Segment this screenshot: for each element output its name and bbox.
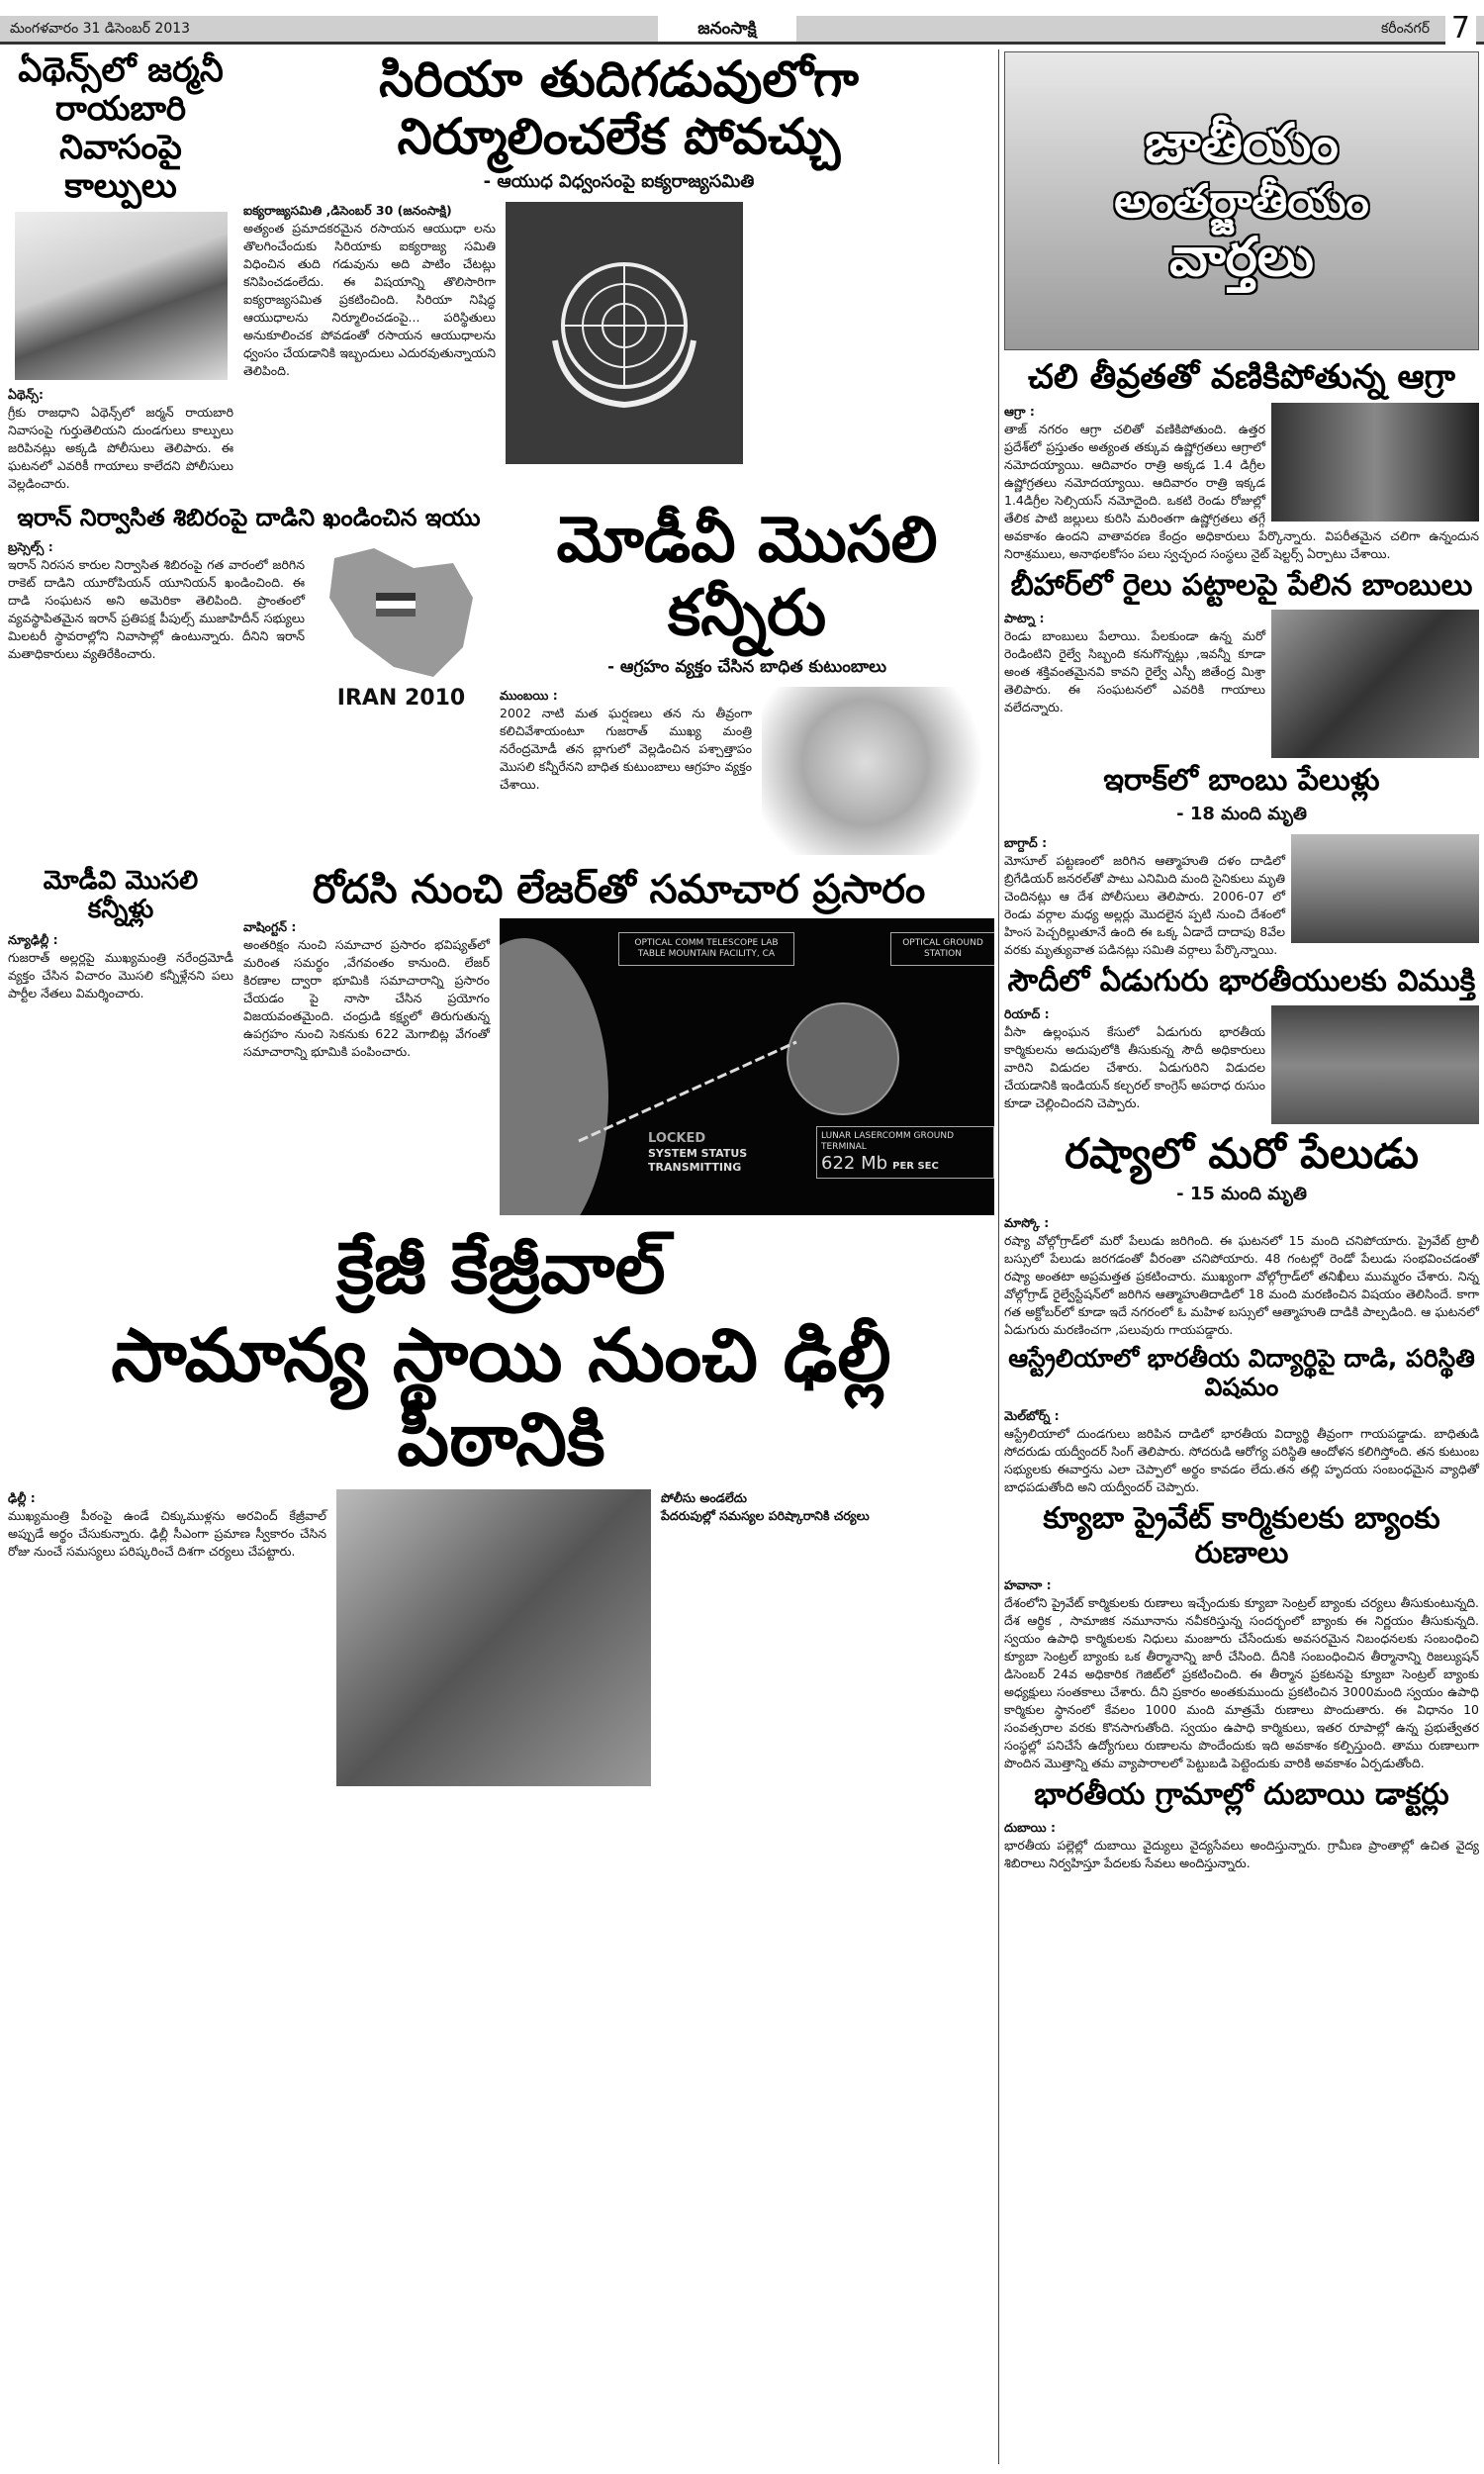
kejriwal-text: ముఖ్యమంత్రి పీఠంపై ఉండే చిక్కుముళ్లను అరవింద్ కేజ్రీవాల్ అప్పుడే అర్థం చేసుకున్నారు. ఢిల్లీ సీఎంగా ప్రమాణ స్వీకారం చేసిన రోజు నుంచే సమస్యలు పరిష్కరించే దిశగా చర్యలు చేపట్టారు. [8,1507,326,1559]
kejriwal-body-continued [661,1489,994,1525]
laser-communication-image [500,918,994,1215]
banner-international: అంతర్జాతీయం [1114,173,1369,228]
iran-body [8,538,305,663]
cuba-article [1004,1502,1479,1772]
un-emblem-photo [506,202,743,464]
edition-city: కరీంనగర్ [1381,21,1430,37]
cuba-body [1004,1576,1479,1772]
iraq-dateline: బాగ్దాద్ : [1004,835,1048,851]
cuba-text: దేశంలోని ప్రైవేట్ కార్మికులకు రుణాలు ఇచ్చేందుకు క్యూబా సెంట్రల్ బ్యాంకు చర్యలు తీసుకుంటున్నది. దేశ ఆర్థిక , సామాజిక నమూనాను నవీకరిస్తున్న సందర్భంలో బ్యాంకు ఈ నిర్ణయం తీసుకున్నది. స్వయం ఉపాధి కార్మికులకు నిధులు మంజూరు చేసేందుకు అవసరమైన నిబంధనలకు సంబంధించి క్యూబా సెంట్రల్ బ్యాంకు ఒక తీర్మానాన్ని జారీ చేసింది. దీనికి సంబంధించిన తీర్మానాన్ని రిజల్యుషన్ డిసెంబర్ 24వ అధికారిక గెజిట్‌లో ప్రకటించింది. ఈ తీర్మాన ప్రకటనపై క్యూబా సెంట్రల్ బ్యాంకు అధ్యక్షులు సంతకాలు చేశారు. దీని ప్రకారం అంతకుముందు ప్రకటించిన 3000మంది స్వయం ఉపాధి కార్మికుల స్థానంలో కేవలం 1000 మంది మాత్రమే రుణాలు పొందుతారు. ఈ విధానం 10 సంవత్సరాల వరకు కొనసాగుతోంది. స్వయం ఉపాధి కార్మికులు, ఇతర రూపాల్లో ఉన్న ప్రభుత్వేతర సంస్థల్లో పనిచేసే ఉద్యోగులు రుణాలను పొందేందుకు ఇది అవకాశం కల్పిస్తుంది. తాము రుణాలుగా పొందిన మొత్తాన్ని తమ వ్యాపారాలలో పెట్టుబడి పెట్టెందుకు వారికి అవకాశం ఏర్పడుతోంది. [1004,1595,1479,1771]
athens-text: గ్రీకు రాజధాని ఏథెన్స్‌లో జర్మన్ రాయబారి నివాసంపై గుర్తుతెలియని దుండగులు కాల్పులు జరిపినట్లు అక్కడి పోలీసులు తెలిపారు. ఈ ఘటనలో ఎవరికీ గాయాలు కాలేదని పోలీసులు వెల్లడించారు. [8,405,233,492]
iraq-body [1004,834,1479,959]
syria-text: అత్యంత ప్రమాదకరమైన రసాయన ఆయుధా లను తొలగించేందుకు సిరియాకు ఐక్యరాజ్య సమితి విధించిన తుది గడువును అది పాటిం చేటట్లు కనిపించడంలేదు. ఈ విషయాన్ని తొలిసారిగా ఐక్యరాజ్యసమిత ప్రకటించింది. సిరియా నిషిద్ధ ఆయుధాలను నిర్మూలించడంపై... పరిస్థితులు అనుకూలించక పోవడంతో రసాయన ఆయుధాలను ధ్వంసం చేయడానికి ఇబ్బందులు ఎదురవుతున్నాయని తెలిపింది. [243,221,496,378]
saudi-body [1004,1005,1479,1124]
newspaper-logo: జనంసాక్షి [658,16,796,42]
banner-national: జాతీయం [1145,112,1339,175]
agra-body [1004,403,1479,563]
syria-article [243,51,994,464]
iran-map-icon [315,538,488,682]
villages-text: భారతీయ పల్లెల్లో దుబాయి వైద్యులు వైద్యసేవలు అందిస్తున్నారు. గ్రామీణ ప్రాంతాల్లో ఉచిత వైద్య శిబిరాలు నిర్వహిస్తూ పేదలకు సేవలు అందిస్తున్నారు. [1004,1837,1479,1870]
agra-text: తాజ్ నగరం ఆగ్రా చలితో వణికిపోతుంది. ఉత్తర ప్రదేశ్‌లో ప్రస్తుతం అత్యంత తక్కువ ఉష్ణోగ్రతలు ఆగ్రాలో నమోదయ్యాయి. ఆదివారం రాత్రి అక్కడ 1.4 డిగ్రీల ఉష్ణోగ్రతలు నమోదయ్యాయి. ఆదివారం రాత్రి ఇక్కడ 1.4డిగ్రీల సెల్సియస్ నమోదైంది. ఒకటి రెండు రోజుల్లో తేలిక పాటి జల్లులు కురిసి మరింతగా ఉష్ణోగ్రతలు తగ్గే అవకాశం ఉందని వాతావరణ కేంద్రం అధికారులు పేర్కొన్నారు. విపరీతమైన చలిగా ఉన్నందున నిరాశ్రములు, అనాథలకోసం పలు స్వచ్ఛంద సంస్థలు నైట్ షెల్టర్స్ ఏర్పాటు చేశాయి. [1004,422,1479,562]
page-header [0,11,1484,46]
modi-tears-text: గుజరాత్ అల్లర్లపై ముఖ్యమంత్రి నరేంద్రమోడీ వ్యక్తం చేసిన విచారం మొసలి కన్నీళ్లేనని పలు పార్టీల నేతలు విమర్శించారు. [8,950,233,1001]
iran-dateline: బ్రస్సెల్స్ : [8,538,53,554]
kejriwal-photo [336,1489,651,1786]
modi-body [500,687,752,794]
villages-article [1004,1778,1479,1872]
agra-dateline: ఆగ్రా : [1004,404,1035,420]
iran-text: ఇరాన్ నిరసన కారుల నిర్వాసిత శిబిరంపై గత వారంలో జరిగిన రాకెట్ దాడిని యూరోపియన్ యూనియన్ ఖండించింది. ఈ దాడి సంఘటన అని అమెరికా తెలిపింది. ప్రాంతంలో వ్యవస్థాపితమైన ఇరాన్ ప్రతిపక్ష పీపుల్స్ ముజాహిదీన్ సభ్యులు మిలటరీ స్థావరాల్లోని నివాసాల్లో ఉంటున్నారు. దీనిని ఇరాన్ మతాధికారులు వ్యతిరేకించారు. [8,556,305,661]
label-ground-terminal: LUNAR LASERCOMM GROUND TERMINAL [821,1130,955,1152]
australia-headline: ఆస్ట్రేలియాలో భారతీయ విద్యార్థిపై దాడి, పరిస్థితి విషమం [1008,1343,1475,1401]
syria-headline: సిరియా తుదిగడువులోగా నిర్మూలించలేక పోవచ్చు [379,50,859,165]
bihar-body [1004,610,1479,758]
laser-text: అంతరిక్షం నుంచి సమాచార ప్రసారం భవిష్యత్‌లో మరింత సమర్థం ,వేగవంతం కానుంది. లేజర్ కిరణాల ద్వారా భూమికి సమాచారాన్ని ప్రసారం చేయడం పై నాసా చేసిన ప్రయోగం విజయవంతమైంది. చంద్రుడి కక్ష్యలో తిరుగుతున్న ఉపగ్రహం నుంచి సెకనుకు 622 మెగాబిట్ల వేగంతో సమాచారాన్ని భూమికి పంపించారు. [243,936,490,1059]
saudi-text: వీసా ఉల్లంఘన కేసులో ఏడుగురు భారతీయ కార్మికులను అదుపులోకి తీసుకున్న సౌదీ అధికారులు వారిని విడుదల చేశారు. ఏడుగురిని విడుదల చేయడానికి ఇండియన్ కల్చరల్ కాంగ్రెస్ అపరాధ రుసుం కూడా చెల్లించిందని చెప్పారు. [1004,1023,1265,1110]
athens-article [8,51,233,493]
right-news-column [1004,51,1479,1878]
column-divider [998,49,999,2464]
iraq-blast-photo [1291,834,1479,943]
label-locked: LOCKED [648,1130,706,1146]
kejriwal-section-heading-2: పేదరుపుల్లో సమస్యల పరిష్కారానికి చర్యలు [661,1507,870,1523]
modi-text: 2002 నాటి మత ఘర్షణలు తన ను తీవ్రంగా కలిచివేశాయంటూ గుజరాత్ ముఖ్య మంత్రి నరేంద్రమోడీ తన బ్లాగులో వెల్లడించిన పశ్చాత్తాపం మొసలి కన్నీరేనని బాధిత కుటుంబాలు ఆగ్రహం వ్యక్తం చేశాయి. [500,705,752,792]
modi-subhead: - ఆగ్రహం వ్యక్తం చేసిన బాధిత కుటుంబాలు [606,656,887,677]
kejriwal-subheadline: సామాన్య స్థాయి నుంచి ఢిల్లీ పీఠానికి [111,1313,891,1483]
modi-tears-article [8,867,233,1003]
athens-body [8,386,233,493]
iraq-subhead: - 18 మంది మృతి [1176,804,1307,825]
australia-body [1004,1407,1479,1496]
main-news-area [8,51,994,1798]
label-table-mountain: TABLE MOUNTAIN FACILITY, CA [637,948,776,959]
kejriwal-body [8,1489,326,1561]
villages-headline: భారతీయ గ్రామాల్లో దుబాయి డాక్టర్లు [1034,1777,1449,1813]
page-number: 7 [1445,12,1476,46]
iran-article [8,505,490,711]
cuba-dateline: హవానా : [1004,1577,1052,1593]
modi-headline: మోడీవీ మొసలి కన్నీరు [556,504,938,650]
australia-dateline: మెల్‌బోర్న్ : [1004,1408,1060,1424]
kejriwal-section-heading: పోలీసు అండలేదు [661,1489,747,1505]
banner-news: వార్తలు [1169,226,1314,289]
saudi-workers-photo [1271,1005,1479,1124]
bihar-article [1004,569,1479,758]
bihar-dateline: పాట్నా : [1004,610,1045,625]
label-system-status: SYSTEM STATUS [648,1146,748,1160]
saudi-dateline: రియాద్ : [1004,1005,1050,1021]
news-section-banner [1004,51,1479,350]
australia-text: ఆస్ట్రేలియాలో దుండగులు జరిపిన దాడిలో భారతీయ విద్యార్థి తీవ్రంగా గాయపడ్డాడు. బాధితుడి సోదరుడు యద్వీందర్ సింగ్ తెలిపారు. సోదరుడి ఆరోగ్య పరిస్థితి ఆందోళన కలిగిస్తోంది. తన కుటుంబ సభ్యులకు ఈవార్తను ఎలా చెప్పాలో అర్థం కావడం లేదు.తన తల్లి హృదయ సంబంధమైన వ్యాధితో బాధపడుతోంది అని యద్వీందర్ చెప్పారు. [1004,1426,1479,1495]
data-rate-value: 622 Mb [821,1152,888,1174]
villages-body [1004,1819,1479,1872]
villages-dateline: దుబాయి : [1004,1819,1056,1835]
iran-map [315,538,488,711]
issue-date: మంగళవారం 31 డిసెంబర్ 2013 [10,21,191,37]
label-telescope-lab: OPTICAL COMM TELESCOPE LAB [634,937,779,948]
bihar-train-photo [1271,610,1479,758]
laser-dateline: వాషింగ్టన్ : [243,918,297,934]
syria-dateline: ఐక్యరాజ్యసమితి ,డిసెంబర్ 30 (జనంసాక్షి) [243,203,452,218]
bihar-headline: బీహార్‌లో రైలు పట్టాలపై పేలిన బాంబులు [1010,568,1473,604]
bihar-text: రెండు బాంబులు పేలాయి. పేలకుండా ఉన్న మరో రెండింటిని రైల్వే సిబ్బంది కనుగొన్నట్లు ,ఇవన్నీ కూడా అంత శక్తివంతమైనవి కావని రైల్వే ఎస్పీ జితేంద్ర మిశ్రా తెలిపారు. ఈ సంఘటనలో ఎవరికి గాయాలు వలేదన్నారు. [1004,627,1265,714]
cuba-headline: క్యూబా ప్రైవేట్ కార్మికులకు బ్యాంకు రుణాలు [1043,1501,1440,1570]
laser-article [243,867,994,1215]
russia-headline: రష్యాలో మరో పేలుడు [1065,1128,1419,1178]
syria-body-continued [753,202,994,212]
russia-article [1004,1130,1479,1339]
agra-headline: చలి తీవ్రతతో వణికిపోతున్న ఆగ్రా [1028,357,1455,397]
iran-map-label: IRAN 2010 [336,685,466,711]
data-rate-unit: PER SEC [892,1160,939,1172]
russia-dateline: మాస్కో : [1004,1214,1050,1230]
iraq-headline: ఇరాక్‌లో బాంబు పేలుళ్లు [1103,762,1380,798]
kejriwal-dateline: ఢిల్లీ : [8,1489,36,1505]
russia-text: రష్యా వోల్గోగ్రాడ్‌లో మరో పేలుడు జరిగింది. ఈ ఘటనలో 15 మంది చనిపోయారు. ప్రైవేట్ ట్రాలీ బస్సులో పేలుడు జరగడంతో వీరంతా చనిపోయారు. 48 గంటల్లో రెండో పేలుడు సంభవించడంతో రష్యా అంతటా అప్రమత్తత ప్రకటించారు. ముఖ్యంగా వోల్గోగ్రాడ్‌లో తనిఖీలు ముమ్మరం చేశారు. నిన్న వోల్గోగ్రాడ్ రైల్వేస్టేషన్‌లో జరిగిన ఆత్మాహుతిదాడిలో 18 మంది మరణించిన విషయం తెలిసిందే. కాగా గత అక్టోబర్‌లో కూడా ఇదే నగరంలో ఓ మహిళ బస్సులో ఆత్మాహుతి దాడికి పాల్పడింది. ఆ ఘటనలో ఏడుగురు మరణించగా ,పలువురు గాయపడ్డారు. [1004,1232,1479,1337]
saudi-headline: సౌదీలో ఏడుగురు భారతీయులకు విముక్తి [1007,964,1476,999]
iraq-article [1004,764,1479,960]
modi-dateline: ముంబయి : [500,687,558,703]
syria-body [243,202,496,380]
modi-article [500,505,994,854]
athens-headline: ఏథెన్స్‌లో జర్మనీ రాయబారి నివాసంపై కాల్పులు [18,50,224,207]
gunman-photo [15,212,228,380]
modi-photo [762,687,991,855]
laser-body [243,918,490,1061]
australia-article [1004,1345,1479,1497]
modi-tears-body [8,931,233,1002]
un-emblem-icon [506,202,743,464]
russia-body [1004,1214,1479,1339]
saudi-article [1004,965,1479,1124]
kejriwal-headline: క్రేజీ కేజ్రీవాల్ [336,1225,666,1309]
athens-dateline: ఏథెన్స్: [8,387,44,403]
label-ground-station: OPTICAL GROUND STATION [890,932,994,966]
modi-tears-dateline: న్యూఢిల్లీ : [8,932,58,948]
iraq-text: మోసూల్ పట్టణంలో జరిగిన ఆత్మాహుతి దళం దాడిలో బ్రిగేడియర్ జనరల్‌తో పాటు ఎనిమిది మంది సైనికులు మృతి చెందినట్లు ఆ దేశ పోలీసులు తెలిపారు. 2006-07 లో రెండు వర్గాల మధ్య అల్లర్లు మొదలైన ప్పటి నుంచి దేశంలో హింస పెచ్చరిల్లుతూనే ఉంది ఈ ఒక్క ఏడాదే దాదాపు 8వేల వరకు మృత్యువాత పడినట్లు సమితి వర్గాలు పేర్కొన్నాయి. [1004,853,1285,958]
agra-bonfire-photo [1271,403,1479,522]
iran-headline: ఇరాన్ నిర్వాసిత శిబిరంపై దాడిని ఖండించిన ఇయు [17,504,481,532]
syria-subhead: - ఆయుధ విధ్వంసంపై ఐక్యరాజ్యసమితి [483,171,755,192]
modi-tears-headline: మోడీవి మొసలి కన్నీళ్లు [43,865,199,925]
russia-subhead: - 15 మంది మృతి [1176,1183,1307,1204]
label-transmitting: TRANSMITTING [648,1160,742,1174]
laser-headline: రోదసి నుంచి లేజర్‌తో సమాచార ప్రసారం [312,866,926,912]
agra-article [1004,358,1479,563]
